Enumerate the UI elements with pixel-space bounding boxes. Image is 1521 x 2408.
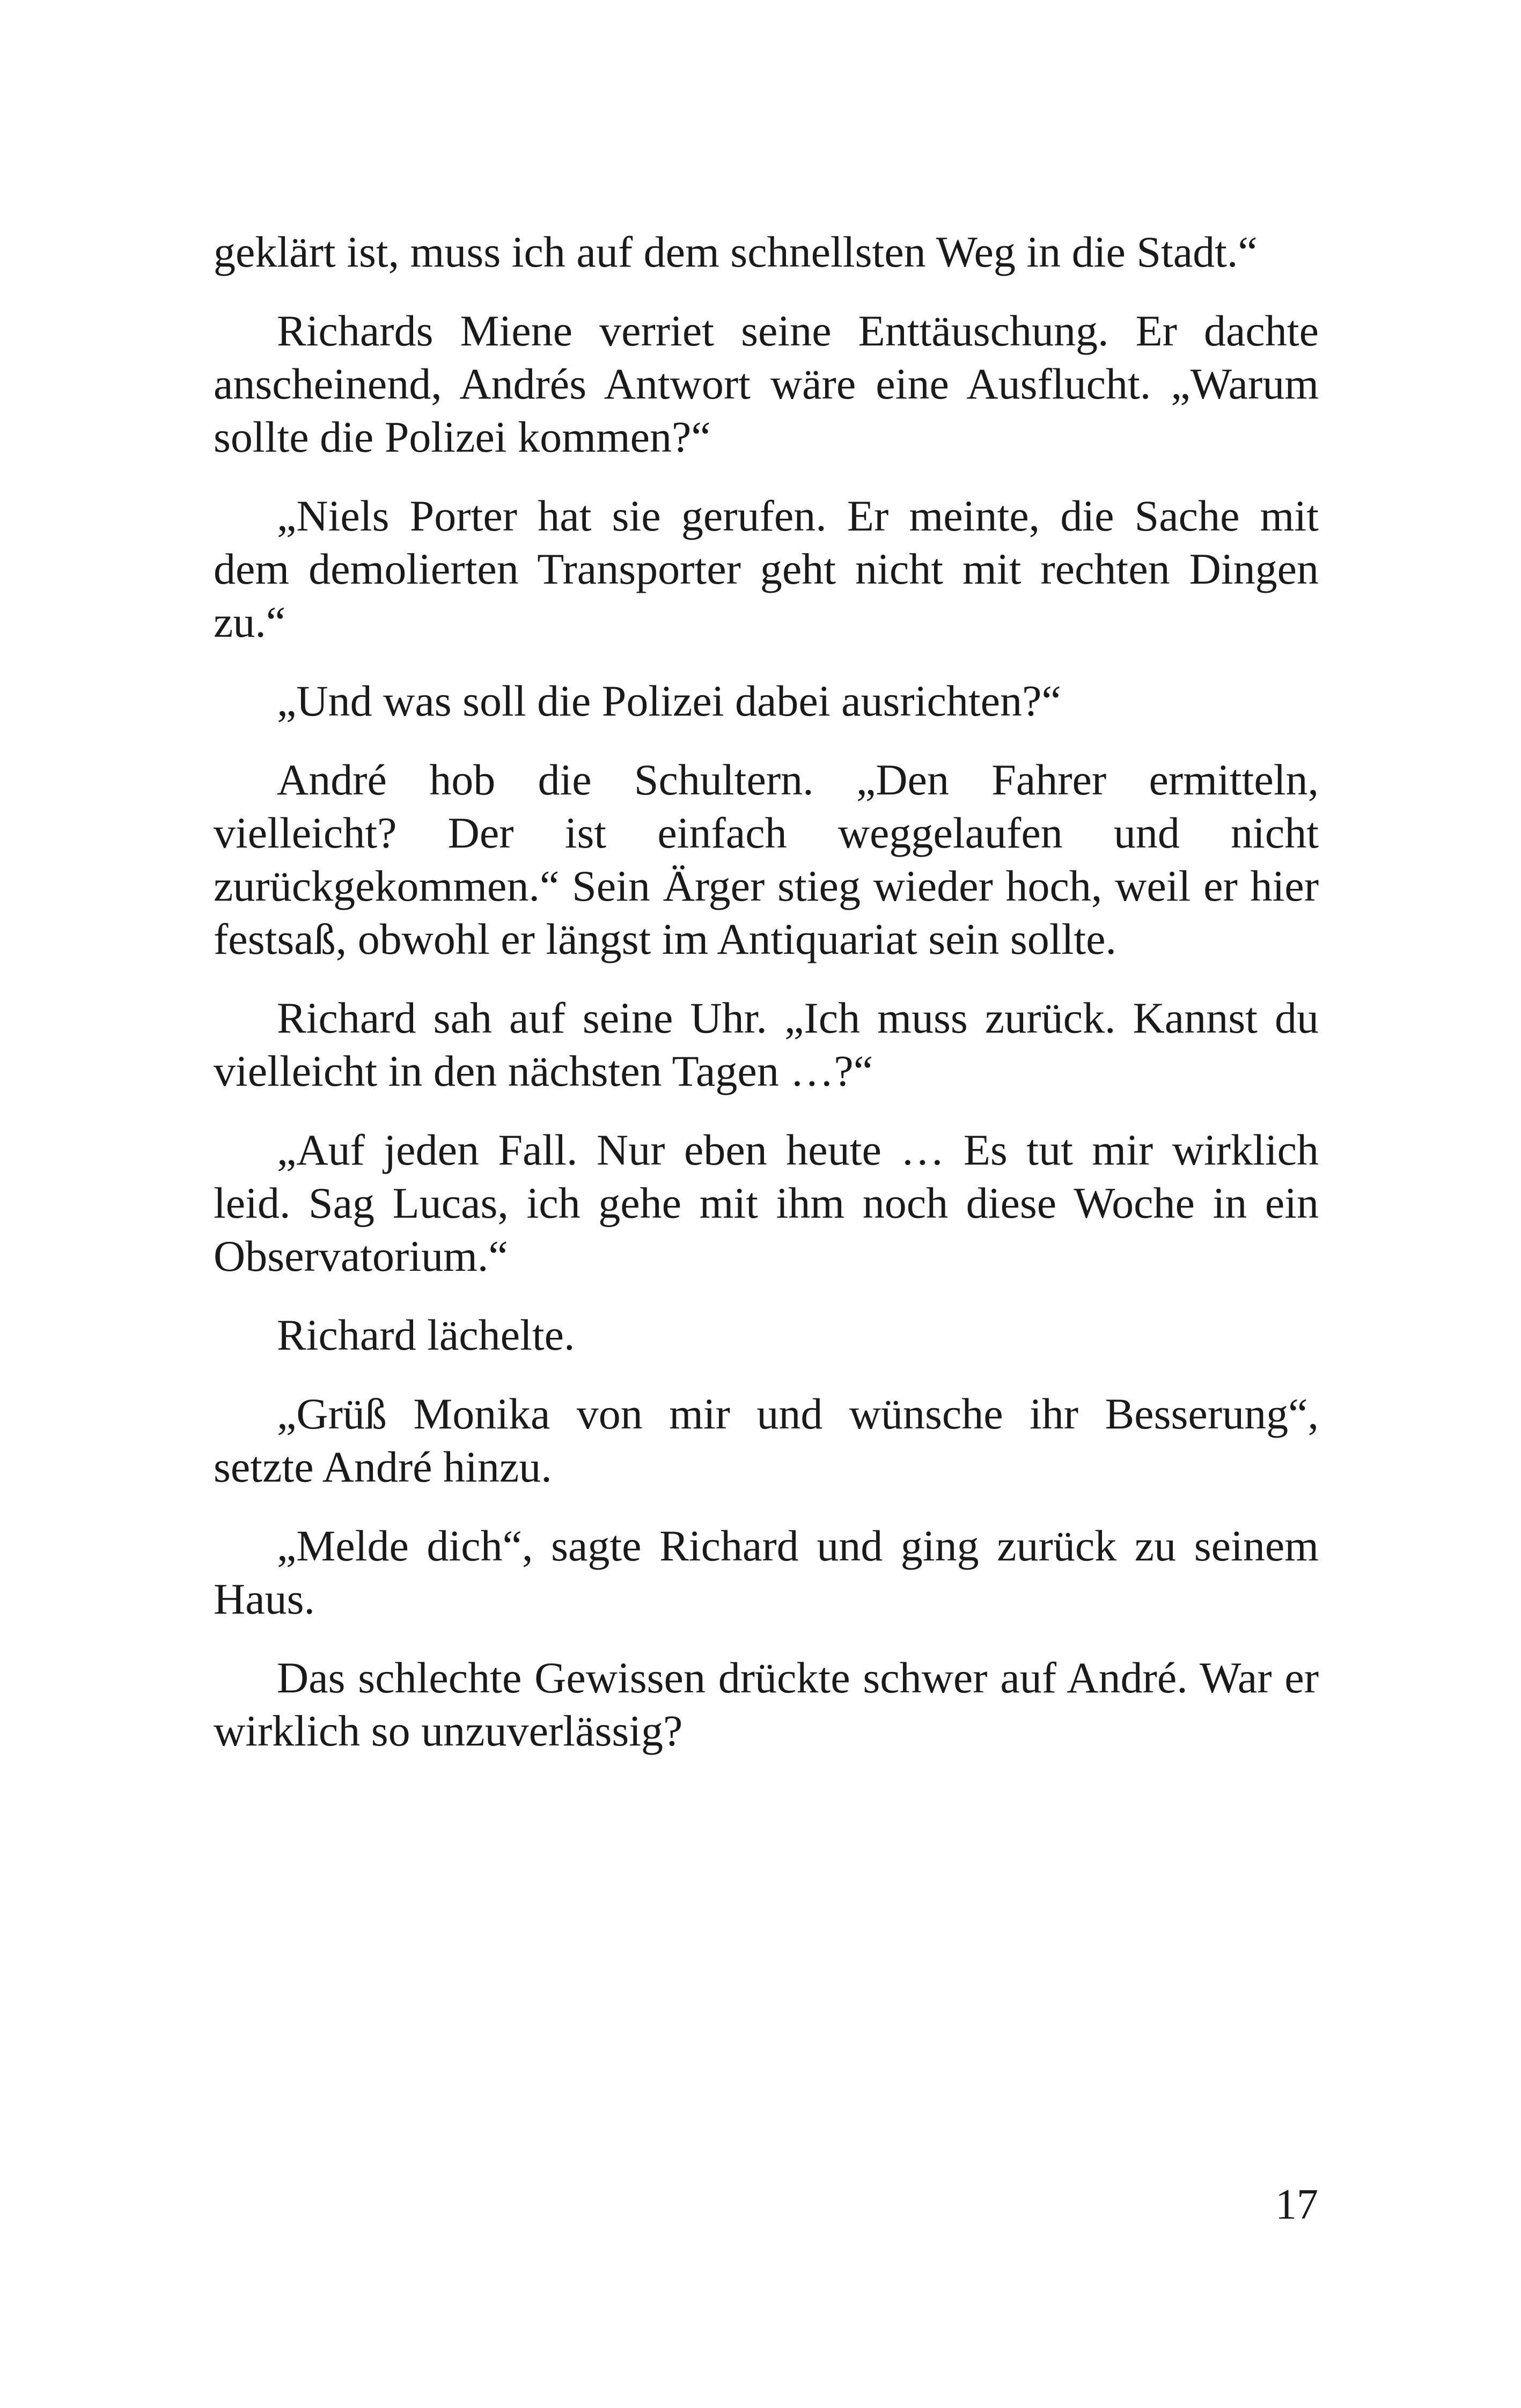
paragraph-6: Richard sah auf seine Uhr. „Ich muss zurück. Kannst du vielleicht in den nächsten Tagen …?“ bbox=[214, 993, 1319, 1095]
paragraph-11: Das schlechte Gewissen drückte schwer auf André. War er wirklich so unzuverlässig? bbox=[214, 1653, 1319, 1755]
paragraph-1: geklärt ist, muss ich auf dem schnellsten Weg in die Stadt.“ bbox=[214, 227, 1258, 276]
body-text bbox=[214, 225, 1319, 1783]
paragraph-10: „Melde dich“, sagte Richard und ging zurück zu seinem Haus. bbox=[214, 1521, 1319, 1623]
paragraph-2: Richards Miene verriet seine Enttäuschung. Er dachte anscheinend, Andrés Antwort wäre eine Ausflucht. „Warum sollte die Polizei kommen?“ bbox=[214, 306, 1319, 461]
page-number: 17 bbox=[1275, 2181, 1318, 2228]
paragraph-7: „Auf jeden Fall. Nur eben heute … Es tut mir wirklich leid. Sag Lucas, ich gehe mit ihm noch diese Woche in ein Observatorium.“ bbox=[214, 1125, 1319, 1280]
paragraph-8: Richard lächelte. bbox=[277, 1310, 575, 1359]
paragraph-5: André hob die Schultern. „Den Fahrer ermitteln, vielleicht? Der ist einfach weggelaufen und nicht zurückgekommen.“ Sein Ärger stieg wieder hoch, weil er hier festsaß, obwohl er längst im Antiquariat sein sollte. bbox=[214, 755, 1319, 963]
paragraph-9: „Grüß Monika von mir und wünsche ihr Besserung“, setzte André hinzu. bbox=[214, 1389, 1319, 1491]
paragraph-4: „Und was soll die Polizei dabei ausrichten?“ bbox=[277, 676, 1061, 725]
paragraph-3: „Niels Porter hat sie gerufen. Er meinte, die Sache mit dem demolierten Transporter geht nicht mit rechten Dingen zu.“ bbox=[214, 491, 1319, 646]
